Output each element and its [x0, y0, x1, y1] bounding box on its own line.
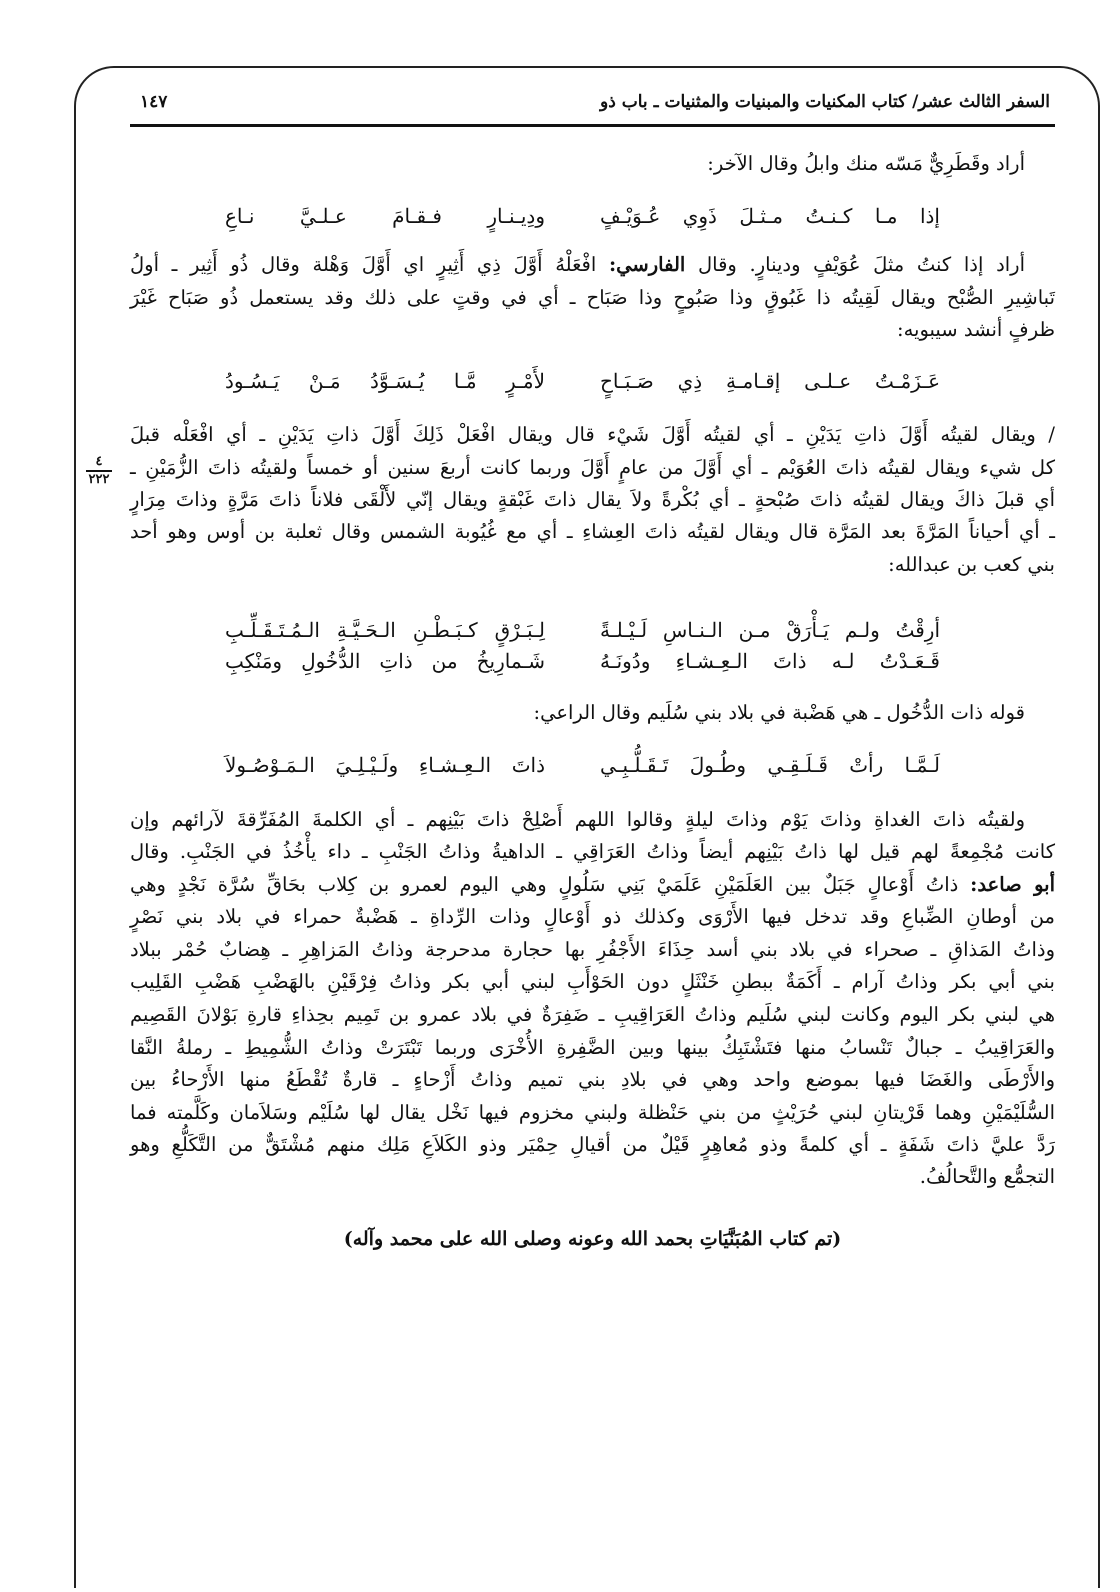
- text-segment: افْعَلْهُ أَوَّلَ ذِي أَثِيرٍ اي أَوَّلَ وَهْلة وقال ذُو أَثِير ـ أولُ: [130, 253, 597, 276]
- text-segment: أراد إذا كنتُ مثلَ عُوَيْفٍ ودينارٍ. وقال: [698, 253, 1026, 276]
- text-line: أراد وقَطَرِيٌّ مَسّه منك وابلُ وقال الآخر:: [707, 152, 1025, 175]
- text-line: أي قبلَ ذاكَ ويقال لقيتُه ذاتَ صُبْحةٍ ـ أي بُكْرةً ولاَ يقال ذاتَ غَبْقةٍ ويقال إنّي لأَلْقَى فلاناً ذاتَ مَرَّةٍ وذاتَ مِرَارٍ: [130, 488, 1055, 511]
- hemistich-1: إذا مـا كـنـتُ مـثـلَ ذَوِي عُـوَيْـفٍ: [600, 204, 940, 228]
- text-line: / ويقال لقيتُه أَوَّلَ ذاتِ يَدَيْنِ ـ أي لقيتُه أَوَّلَ شَيْء قال ويقال افْعَلْ ذَلِكَ أَوَّلَ ذاتِ يَدَيْنِ ـ أي افْعَلْه قبلَ: [130, 423, 1055, 446]
- text-line: تَباشِيرِ الصُّبْح ويقال لَقِيتُه ذا غَبُوقٍ وذا صَبُوحٍ وذا صَبَاح ـ أي في وقتٍ على ذلك وقد يستعمل ذُو صَبَاح غَيْرَ: [130, 286, 1055, 309]
- text-line: وذاتُ المَذاقِ ـ صحراء في بلاد بني أسد حِذَاءَ الأَجْفُرِ بها حجارة مدحرجة وذاتُ المَزاهِرِ ـ هِضابٌ حُمْر ببلاد: [130, 938, 1055, 961]
- text-line: كل شيء ويقال لقيتُه ذاتَ العُوَيْم ـ أي أَوَّلَ من عامٍ أَوَّلَ وربما كانت أربعَ سنين أو خمساً ولقيتُه ذاتَ الزُّمَيْنِ ـ: [130, 456, 1055, 479]
- text-line: بني كعب بن عبدالله:: [888, 553, 1055, 576]
- page-number: ١٤٧: [140, 92, 168, 112]
- hemistich-2: شَـمارِيخُ من ذاتِ الدُّخُولِ ومَنْكِبِ: [225, 649, 545, 673]
- margin-page-reference: [82, 455, 116, 487]
- text-line: كانت مُجْمِعةً لهم قيل لها ذاتُ بَيْنِهم أيضاً وذاتُ العَرَاقِي ـ الداهيةُ وذاتُ الجَنْبِ ـ داء يأْخُذُ في الجَنْبِ. وقال: [130, 840, 1055, 863]
- text-line: بني أبي بكر وذاتُ آرام ـ أَكَمَةٌ ببطنِ خَنْثَلٍ دون الحَوْأَبِ لبني أبي بكر وذاتُ فِرْقَيْنِ بالهَضْبِ هَضْبِ القَلِيب: [130, 970, 1055, 993]
- text-line: هي لبني بكر اليوم وكانت لبني سُلَيم وذاتُ العَرَاقِيبِ ـ ضَفِرَةٌ في بلاد عمرو بن تَمِيم بحِذاءِ قارةِ بَوْلانَ القَصِيم: [130, 1003, 1055, 1026]
- hemistich-1: لَـمَّـا رأتْ قَـلَـقِـي وطُـولَ تَـقَـلُّـبِـي: [600, 753, 940, 777]
- text-segment: ذاتُ أَوْعالٍ جَبَلٌ بين العَلَمَيْنِ عَلَمَيْ بَنِي سَلُولٍ وهي اليوم لعمرو بن كِلاب بحَاقِّ سُرَّة نَجْدٍ وهي: [130, 873, 959, 896]
- header-title: السفر الثالث عشر/ كتاب المكنيات والمبنيات والمثنيات ـ باب ذو: [600, 92, 1050, 112]
- text-line: والأَرْطَى والغَضَا فيها بموضع واحد وهي في بلادِ بني تميم وذاتُ أَزْحاءٍ ـ قارةٌ تُقْطَعُ منها الأَرْحاءُ بين: [130, 1068, 1055, 1091]
- hemistich-2: لأَمْـرٍ مَّـا يُـسَـوَّدُ مَـنْ يَـسُـودُ: [225, 369, 545, 393]
- text-line: ظرفٍ أنشد سيبويه:: [897, 318, 1055, 341]
- hemistich-1: أرِقْتُ ولـم يَـأْرَقْ مـن الـنـاسِ لَـيْـلـةً: [600, 618, 940, 642]
- hemistich-2: لِـبَـرْقٍ كـبَـطْـنِ الـحَـيَّـةِ الـمُـتَـقَـلِّـبِ: [225, 618, 545, 642]
- text-line: [130, 871, 1055, 899]
- text-line: التجمُّع والتَّحالُفُ.: [919, 1165, 1055, 1188]
- hemistich-1: عَـزَمْـتُ عـلـى إقـامـةِ ذِي صَـبَـاحٍ: [600, 369, 940, 393]
- running-header: [130, 92, 1050, 120]
- text-line: من أوطانِ الضِّباعِ وقد تدخل فيها الأَرْوَى وكذلك ذو أَوْعالٍ وذات الرِّداةِ ـ هَضْبةٌ حمراء في بلاد بني نَصْرٍ: [130, 905, 1055, 928]
- margin-page: ٢٢٢: [88, 472, 110, 487]
- text-line: والعَرَاقِيبُ ـ جبالٌ تَنْسابُ منها فتَشْتَبِكُ بينها وبين الضَّفِرةِ الأُخْرَى وربما تَبْتَرَتْ وذاتُ الشُّمِيطِ ـ رملةُ النَّقا: [130, 1036, 1055, 1059]
- text-line: السُّلَيْمَيْنِ وهما قَرْيتانِ لبني حُرَيْثٍ من بني حَنْظلة ولبني مخزوم فيها نَخْل يقال لها سُلَيْم وسَلاَمان وكَلَّمته فما: [130, 1101, 1055, 1124]
- author-name: الفارسي:: [608, 253, 686, 276]
- text-line: [130, 251, 1055, 279]
- text-line: ـ أي أحياناً المَرَّةَ بعد المَرَّة قال ويقال لقيتُه ذاتَ العِشاءِ ـ أي مع غُيُوبة الشمس وقال ثعلبة بن أوس وهو أحد: [130, 520, 1055, 543]
- hemistich-2: ودِيـنـارٍ فـقـامَ عـلـيَّ نـاعِ: [225, 204, 545, 228]
- hemistich-2: ذاتَ الـعِـشـاءِ ولَـيْـلِـيَ الـمَـوْصُـولاَ: [225, 753, 545, 777]
- book-closing-line: (تم كتاب المُبَنَّيَاتِ بحمد الله وعونه وصلى الله على محمد وآله): [343, 1228, 842, 1250]
- text-line: رَدَّ عليَّ ذاتَ شَفَةٍ ـ أي كلمةً وذو مُعاهِرٍ قَيْلٌ من أقيالِ حِمْيَر وذو الكَلاَعِ مَلِك منهم مُشْتَقٌّ من التَّكَلُّعِ وهو: [130, 1133, 1055, 1156]
- header-rule: [130, 124, 1055, 127]
- text-line: ولقيتُه ذاتَ الغداةِ وذاتَ يَوْم وذاتَ ليلةٍ وقالوا اللهم أَصْلِحْ ذاتَ بَيْنِهم ـ أي الكلمةَ المُفَرِّقةَ لآرائهم وإن: [130, 808, 1025, 831]
- margin-volume: ٤: [95, 454, 103, 469]
- author-name: أبو صاعد:: [970, 873, 1055, 896]
- hemistich-1: قَـعَـدْتُ لـه ذاتَ الـعِـشـاءِ ودُونَـهُ: [600, 649, 940, 673]
- text-line: قوله ذات الدُّخُول ـ هي هَضْبة في بلاد بني سُلَيم وقال الراعي:: [533, 701, 1025, 724]
